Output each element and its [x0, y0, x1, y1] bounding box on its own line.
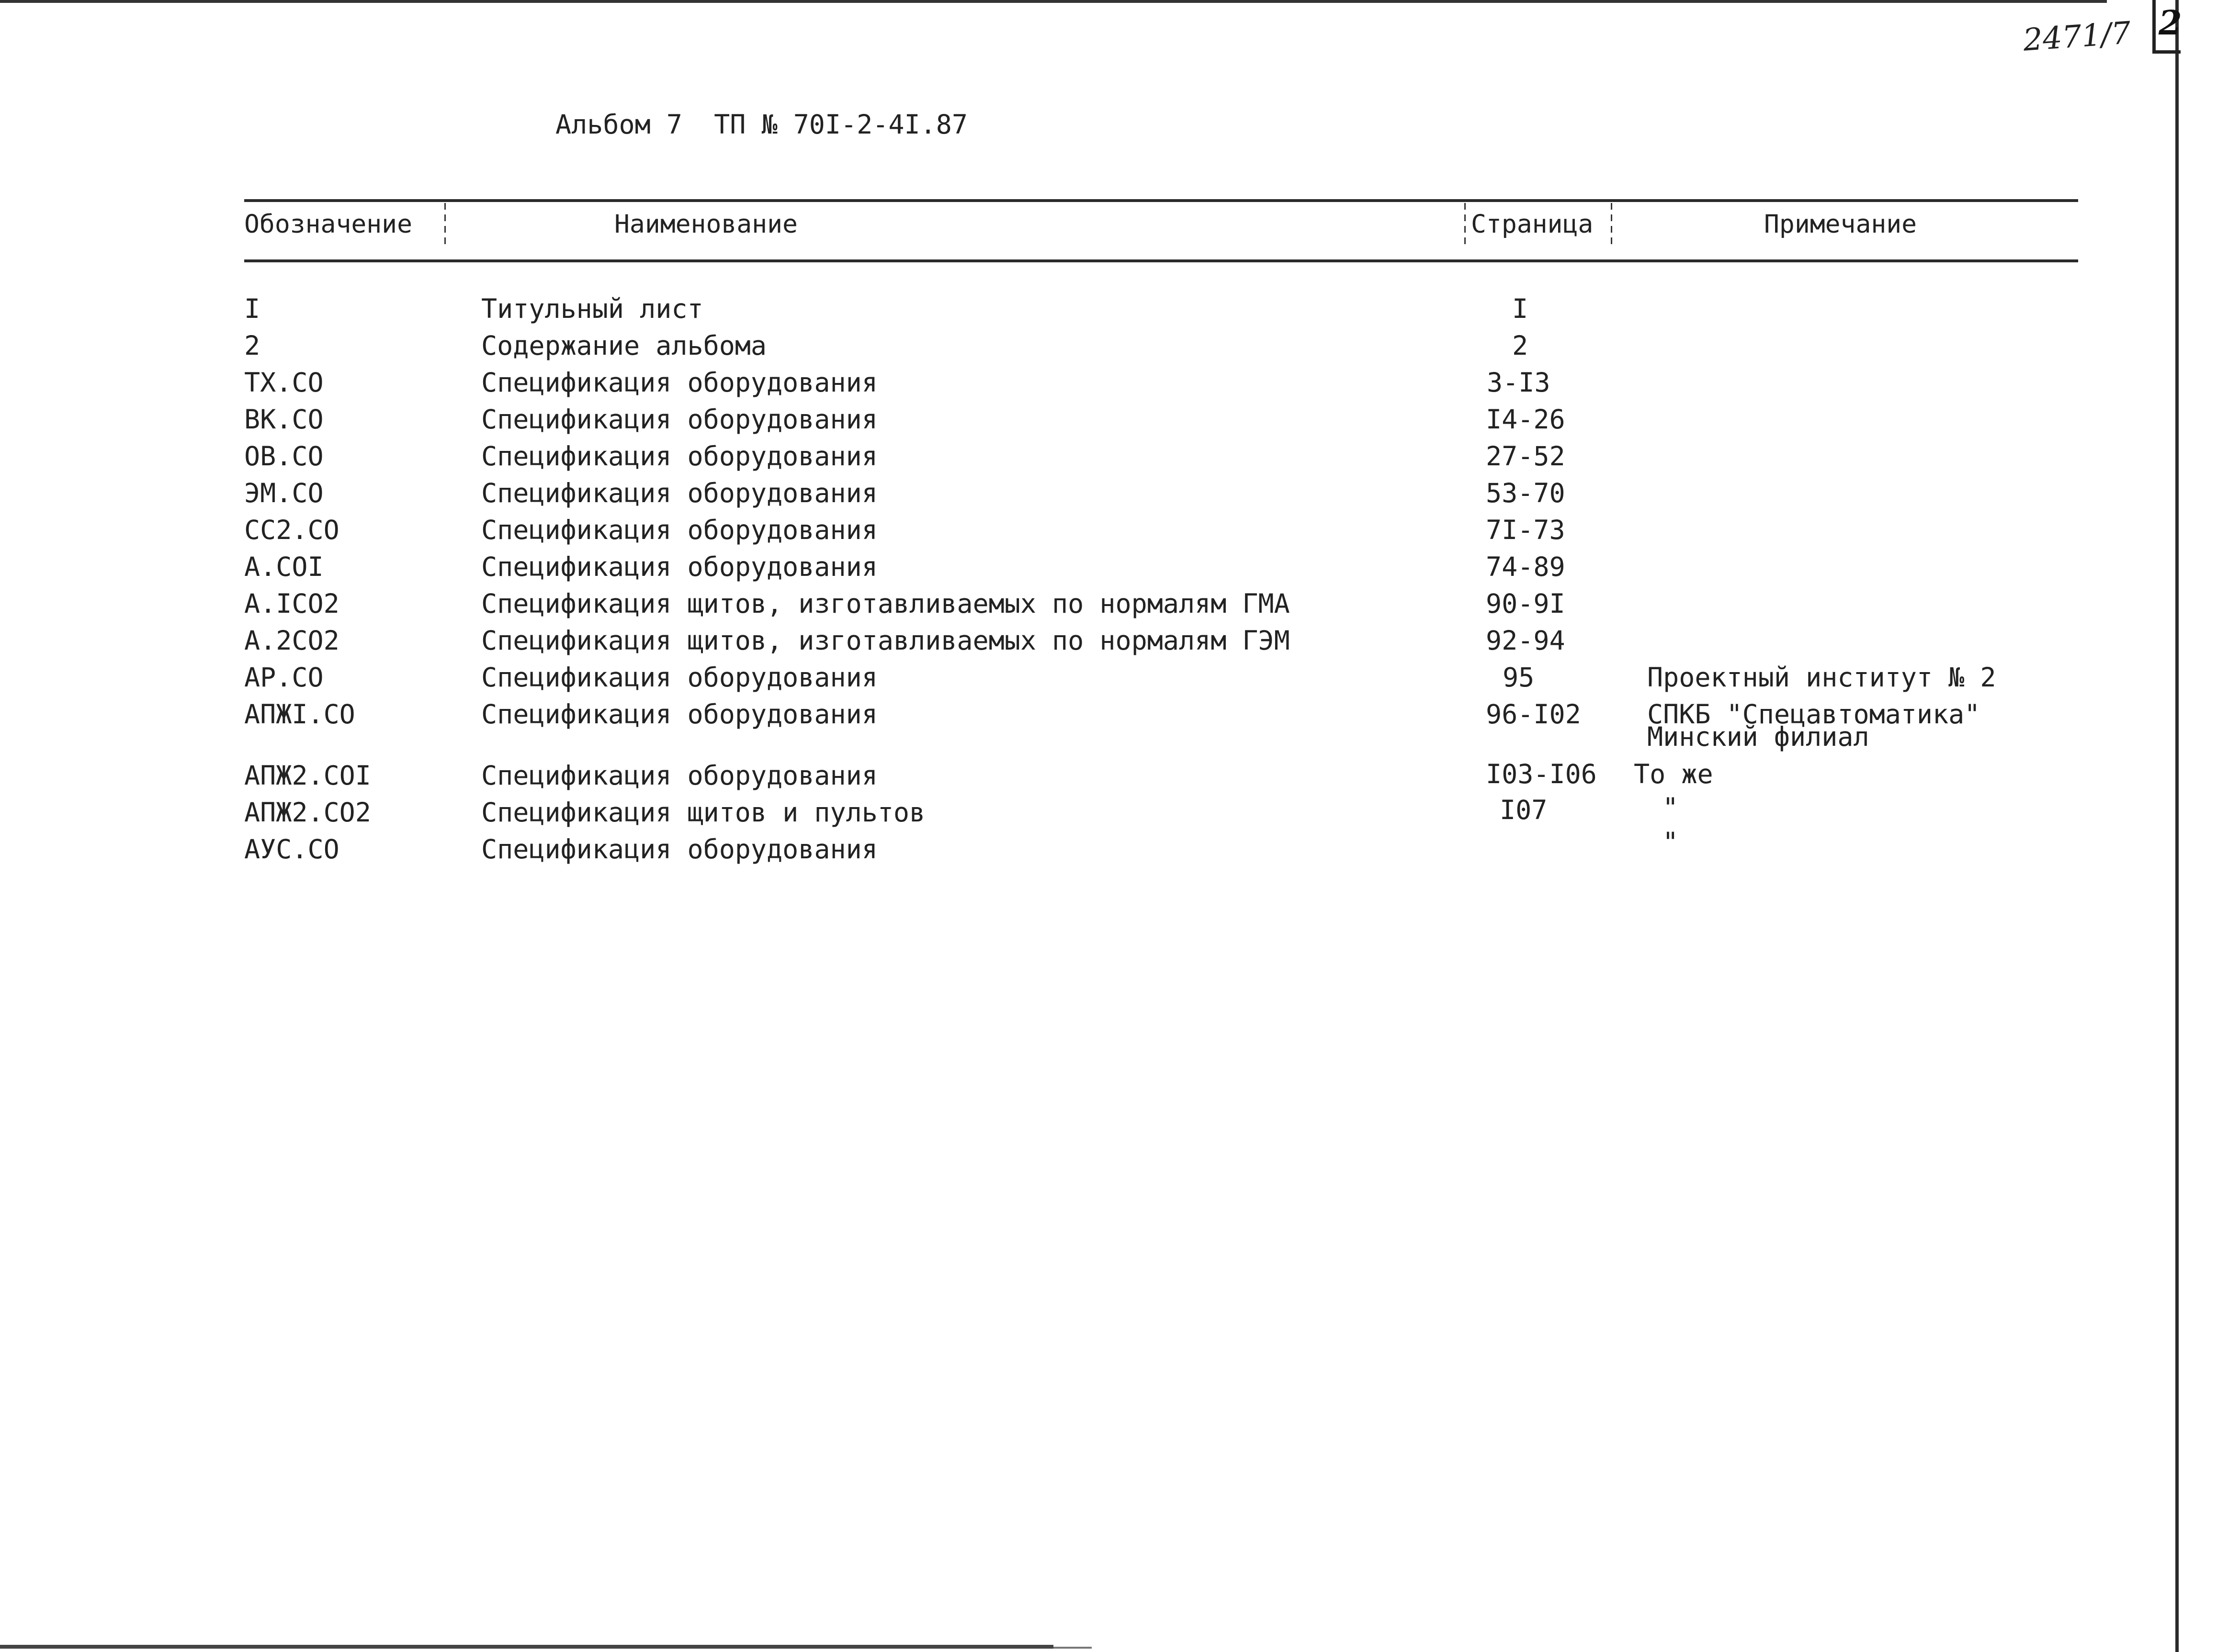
row-page: 92-94 — [1486, 625, 1565, 656]
row-page: 53-70 — [1486, 478, 1565, 508]
row-name: Титульный лист — [481, 293, 703, 324]
row-page: I07 — [1500, 795, 1548, 825]
row-code: А.IСО2 — [244, 588, 339, 619]
row-code: А.СОI — [244, 551, 324, 582]
row-name: Спецификация щитов, изготавливаемых по нормалям ГМА — [481, 588, 1290, 619]
row-code: АПЖ2.СОI — [244, 760, 371, 791]
row-name: Спецификация оборудования — [481, 551, 878, 582]
row-name: Содержание альбома — [481, 330, 767, 361]
row-note-line2: Минский филиал — [1647, 721, 1869, 752]
row-code: А.2СО2 — [244, 625, 339, 656]
row-code: СС2.СО — [244, 515, 339, 545]
row-code: АПЖI.СО — [244, 699, 355, 730]
row-code: АПЖ2.СО2 — [244, 797, 371, 828]
row-page: 7I-73 — [1486, 515, 1565, 545]
row-page: I — [1512, 293, 1528, 324]
row-name: Спецификация оборудования — [481, 699, 878, 730]
row-code: ВК.СО — [244, 404, 324, 435]
column-header-page: Страница — [1471, 210, 1594, 239]
row-code: ТХ.СО — [244, 367, 324, 398]
row-note: То же — [1634, 759, 1713, 789]
row-code: ЭМ.СО — [244, 478, 324, 508]
inventory-number: 2471/7 — [2022, 15, 2132, 58]
sheet-number: 2 — [2159, 3, 2182, 43]
row-code: АУС.СО — [244, 834, 339, 865]
row-name: Спецификация оборудования — [481, 441, 878, 472]
row-page: 74-89 — [1486, 551, 1565, 582]
column-header-note: Примечание — [1764, 210, 1917, 239]
album-title: Альбом 7 ТП № 70I-2-4I.87 — [555, 109, 968, 140]
row-name: Спецификация оборудования — [481, 662, 878, 693]
row-name: Спецификация щитов и пультов — [481, 797, 926, 828]
row-name: Спецификация оборудования — [481, 404, 878, 435]
row-page: 96-I02 — [1486, 699, 1581, 730]
row-note: Проектный институт № 2 — [1647, 662, 1996, 693]
row-name: Спецификация оборудования — [481, 515, 878, 545]
row-name: Спецификация оборудования — [481, 478, 878, 508]
row-note: СПКБ "Спецавтоматика" — [1647, 699, 1980, 730]
row-page: 27-52 — [1486, 441, 1565, 472]
column-header-code: Обозначение — [244, 210, 412, 239]
row-page: 2 — [1512, 330, 1528, 361]
row-page: 95 — [1503, 662, 1535, 693]
row-note: " — [1663, 827, 1679, 857]
row-name: Спецификация оборудования — [481, 834, 878, 865]
row-name: Спецификация щитов, изготавливаемых по нормалям ГЭМ — [481, 625, 1290, 656]
row-code: АР.СО — [244, 662, 324, 693]
row-code: I — [244, 293, 260, 324]
row-page: I03-I06 — [1486, 759, 1597, 789]
row-name: Спецификация оборудования — [481, 367, 878, 398]
row-page: 3-I3 — [1487, 367, 1550, 398]
row-page: I4-26 — [1486, 404, 1565, 435]
column-header-name: Наименование — [614, 210, 798, 239]
row-code: ОВ.СО — [244, 441, 324, 472]
row-name: Спецификация оборудования — [481, 760, 878, 791]
row-note: " — [1663, 792, 1679, 823]
row-page: 90-9I — [1486, 588, 1565, 619]
row-code: 2 — [244, 330, 260, 361]
